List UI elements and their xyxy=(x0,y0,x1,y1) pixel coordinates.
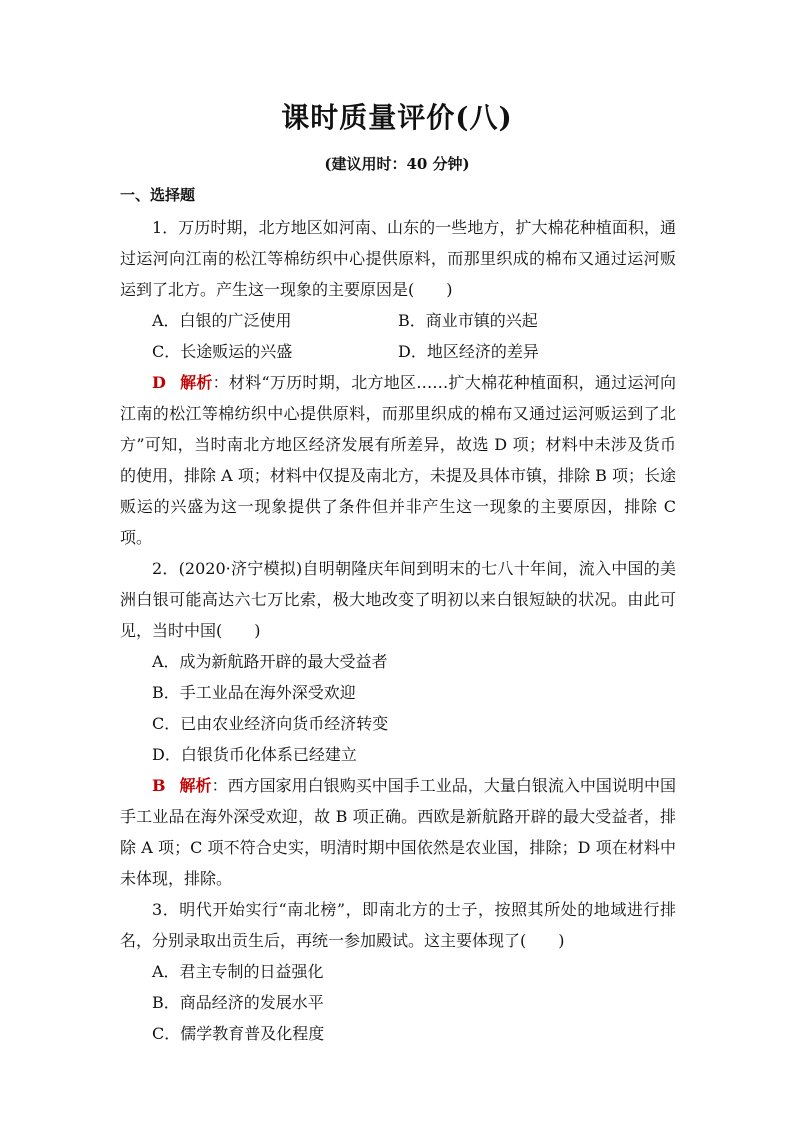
question-1-option-a: A．白银的广泛使用 xyxy=(152,311,292,330)
question-1-option-c: C．长途贩运的兴盛 xyxy=(152,342,293,361)
questions-body xyxy=(120,212,676,1049)
question-3-stem: 3．明代开始实行“南北榜”，即南北方的士子，按照其所处的地域进行排名，分别录取出贡生后，再统一参加殿试。这主要体现了( ) xyxy=(120,900,676,950)
question-2-stem: 2．(2020·济宁模拟)自明朝隆庆年间到明末的七八十年间，流入中国的美洲白银可能高达六七万比索，极大地改变了明初以来白银短缺的状况。由此可见，当时中国( ) xyxy=(120,559,676,640)
question-1-answer: D xyxy=(152,373,166,392)
section-heading: 一、选择题 xyxy=(120,186,196,204)
question-2-option-a: A．成为新航路开辟的最大受益者 xyxy=(152,652,388,671)
question-3-option-b: B．商品经济的发展水平 xyxy=(152,993,324,1012)
question-1-options-row-1 xyxy=(120,305,676,336)
question-1-stem: 1．万历时期，北方地区如河南、山东的一些地方，扩大棉花种植面积，通过运河向江南的松江等棉纺织中心提供原料，而那里织成的棉布又通过运河贩运到了北方。产生这一现象的主要原因是( ) xyxy=(120,218,676,299)
page-subtitle: (建议用时：40 分钟) xyxy=(324,155,470,173)
question-2-jiexi-label: 解析 xyxy=(179,776,212,795)
question-2-option-b: B．手工业品在海外深受欢迎 xyxy=(152,683,356,702)
question-2-option-d: D．白银货币化体系已经建立 xyxy=(152,745,357,764)
question-1-jiexi-label: 解析 xyxy=(179,373,213,392)
page-title: 课时质量评价(八) xyxy=(281,101,513,134)
question-1-option-b: B．商业市镇的兴起 xyxy=(398,311,538,330)
question-1-options-row-2 xyxy=(120,336,676,367)
question-1-explanation-text: ：材料“万历时期，北方地区……扩大棉花种植面积，通过运河向江南的松江等棉纺织中心提供原料，而那里织成的棉布又通过运河贩运到了北方”可知，当时南北方地区经济发展有所差异，故选 D 项；材料中未涉及货币的使用，排除 A 项；材料中仅提及南北方，未提及具体市镇，排除 B 项；长途贩运的兴盛为这一现象提供了条件但并非产生这一现象的主要原因，排除 C 项。 xyxy=(120,373,676,547)
question-1-explanation xyxy=(120,367,676,553)
question-2-explanation-text: ：西方国家用白银购买中国手工业品，大量白银流入中国说明中国手工业品在海外深受欢迎，故 B 项正确。西欧是新航路开辟的最大受益者，排除 A 项；C 项不符合史实，明清时期中国依然是农业国，排除；D 项在材料中未体现，排除。 xyxy=(120,776,676,888)
question-1-option-d: D．地区经济的差异 xyxy=(398,342,539,361)
question-2-answer: B xyxy=(152,776,166,795)
question-3-option-c: C．儒学教育普及化程度 xyxy=(152,1024,325,1043)
question-2-option-c: C．已由农业经济向货币经济转变 xyxy=(152,714,389,733)
question-3-option-a: A．君主专制的日益强化 xyxy=(152,962,324,981)
question-2-explanation xyxy=(120,770,676,894)
